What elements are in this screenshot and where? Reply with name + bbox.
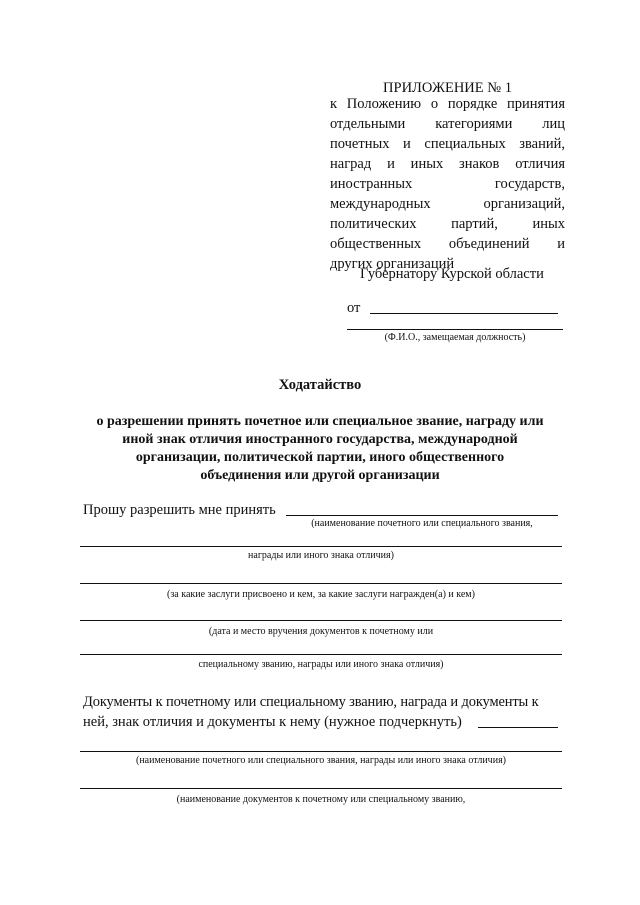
documents-line-2-wrap [83,712,563,732]
appendix-line: международных организаций, [330,196,565,212]
request-fill-line [286,515,558,516]
date-note-1: (дата и место вручения документов к почетному или [208,626,434,637]
documents-text [83,692,563,732]
appendix-line: наград и иных знаков отличия [330,156,565,172]
appendix-title: ПРИЛОЖЕНИЕ № 1 [383,80,512,96]
addressee-from-note: (Ф.И.О., замещаемая должность) [384,332,526,343]
appendix-line: политических партий, иных [330,216,565,232]
petition-subtitle-line: организации, политической партии, иного общественного [135,450,505,465]
appendix-text [330,94,565,274]
appendix-line: отдельными категориями лиц [330,116,565,132]
petition-subtitle-line: иной знак отличия иностранного государства, международной [122,432,518,447]
documents-line-1: Документы к почетному или специальному званию, награда и документы к [83,694,539,710]
documents-line-2: ней, знак отличия и документы к нему (нужное подчеркнуть) [83,714,462,730]
date-fill-line-2 [80,654,562,655]
merit-note: (за какие заслуги присвоено и кем, за какие заслуги награжден(а) и кем) [167,589,475,600]
petition-subtitle-line: о разрешении принять почетное или специальное звание, награду или [96,414,544,429]
appendix-line: к Положению о порядке принятия [330,96,565,112]
petition-subtitle-line: объединения или другой организации [200,468,440,483]
documents-name-note: (наименование документов к почетному или специальному званию, [176,794,466,805]
documents-name-fill-line [80,788,562,789]
appendix-line: общественных объединений и [330,236,565,252]
petition-title: Ходатайство [278,377,362,393]
documents-fill-line [478,727,558,728]
addressee-from-label: от [347,300,361,316]
request-text: Прошу разрешить мне принять [83,502,276,518]
date-note-2: специальному званию, награды или иного знака отличия) [198,659,444,670]
request-note-1: (наименование почетного или специального звания, [311,518,533,529]
merit-fill-line [80,583,562,584]
appendix-line: почетных и специальных званий, [330,136,565,152]
from-fill-line [370,313,558,314]
addressee-to: Губернатору Курской области [360,266,544,282]
award-name-note: (наименование почетного или специального звания, награды или иного знака отличия) [136,755,506,766]
request-fill-line-2 [80,546,562,547]
appendix-line: иностранных государств, [330,176,565,192]
date-fill-line [80,620,562,621]
award-name-fill-line [80,751,562,752]
petition-subtitle [60,413,580,485]
request-note-2: награды или иного знака отличия) [248,550,394,561]
appendix-line: других организаций [330,256,455,272]
from-fill-line-2 [347,329,563,330]
